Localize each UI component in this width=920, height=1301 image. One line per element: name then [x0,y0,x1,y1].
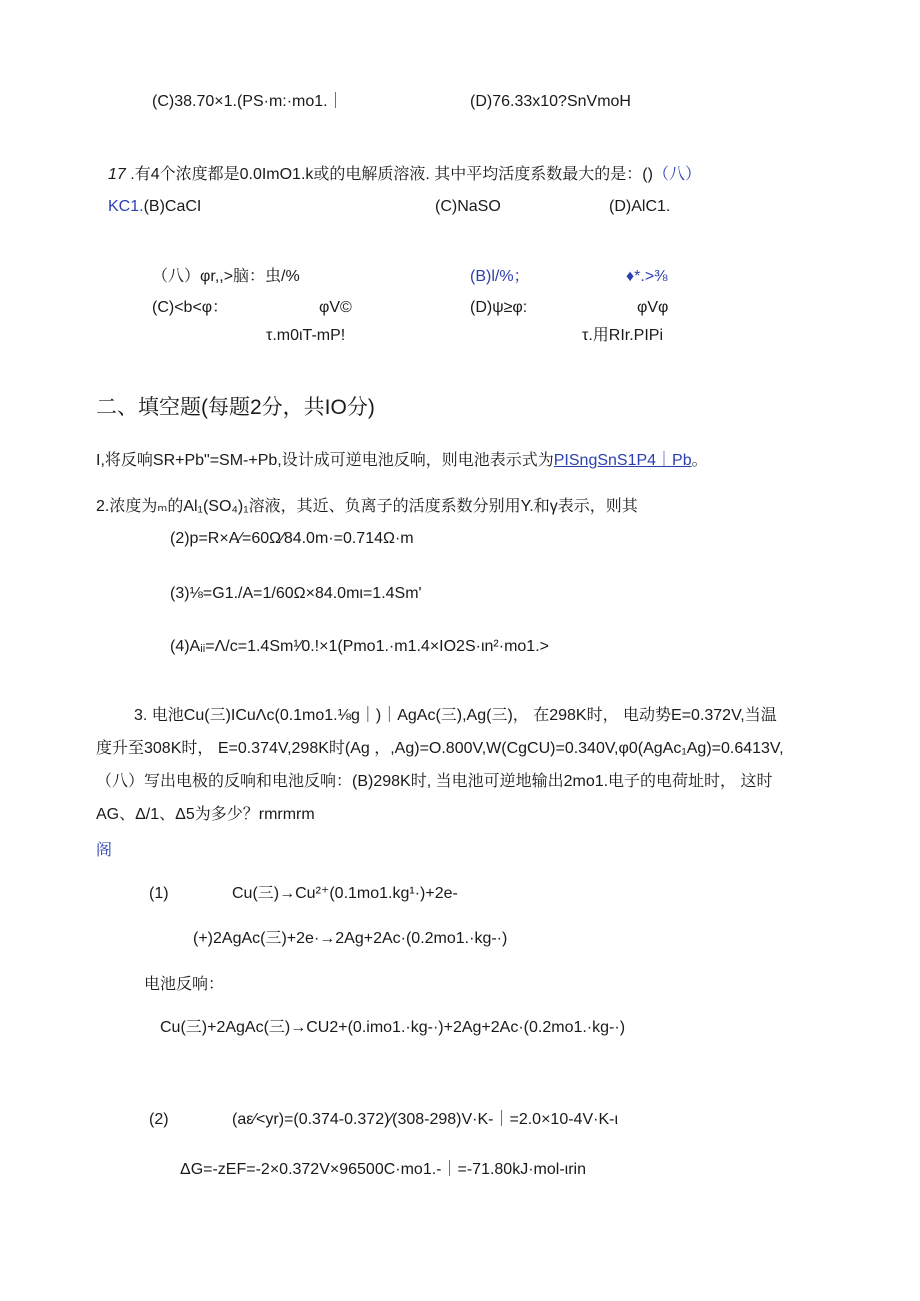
question-17-options-ab [108,197,201,217]
option-d: (D)76.33x10?SnVmoH [470,93,631,110]
solution-step-4: (4)Aᵢᵢ=Λ/c=1.4Sm¹⁄0.!×1(Pmo1.·m1.4×IO2S·ιn²·mo1.> [170,638,549,655]
fill-question-2: 2.浓度为ₘ的Al₁(SO₄)₁溶液，其近、负离子的活度系数分别用Y.和γ表示，则其 [96,498,638,515]
option-a-prefix: （八） [652,166,701,183]
q18-option-a: （八）φr,,>脑：虫/% [152,268,300,285]
step-2-temperature-coefficient: (aε⁄<yr)=(0.374-0.372)⁄(308-298)V·K-｜=2.0×10-4V·K-ι [232,1111,618,1128]
question-3-line-1: 3. 电池Cu(三)ICuΛc(0.1mo1.⅛g｜)｜AgAc(三),Ag(三)， 在298K时， 电动势E=0.372V,当温 [134,707,777,724]
question-3-line-3: （八）写出电极的反响和电池反响：(B)298K时, 当电池可逆地输出2mo1.电子的电荷址时， 这时 [96,773,773,790]
cell-reaction-equation: Cu(三)+2AgAc(三)→CU2+(0.imo1.·kg-·)+2Ag+2Ac·(0.2mo1.·kg-·) [160,1019,626,1036]
cell-reaction-label: 电池反响： [144,976,225,993]
question-end: 。 [691,452,708,469]
step-1-cathode: (+)2AgAc(三)+2e·→2Ag+2Ac·(0.2mo1.·kg-·) [193,930,508,947]
step-1-anode: Cu(三)→Cu²⁺(0.1mo1.kg¹·)+2e- [232,885,458,902]
q18-option-d: (D)ψ≥φ: [470,299,528,316]
q18-option-c-extra: φV© [319,299,352,316]
step-1-number: (1) [149,885,169,902]
solution-step-2: (2)p=R×A⁄=60Ω⁄84.0m·=0.714Ω·m [170,530,414,547]
question-3-line-2: 度升至308K时， E=0.374V,298K时(Ag ，,Ag)=O.800V,W(CgCU)=0.340V,φ0(AgAc₁Ag)=0.6413V, [96,740,784,757]
q18-option-b-extra: ♦*.>⅜ [626,268,668,285]
question-number: 17 [108,166,126,183]
option-c: (C)NaSO [435,198,501,215]
answer-label: 阁 [96,842,113,859]
question-17-stem [108,165,701,185]
question-text: I,将反响SR+Pb"=SM-+Pb,设计成可逆电池反响，则电池表示式为 [96,452,554,469]
option-c: (C)38.70×1.(PS·m:·mo1.｜ [152,93,344,110]
option-b: (B)CaCI [143,198,202,215]
option-d: (D)AlC1. [609,198,671,215]
answer-text: PISngSnS1P4｜Pb [553,452,692,469]
q18-option-c: (C)<b<φ： [152,299,229,316]
step-2-number: (2) [149,1111,169,1128]
q18-option-b: (B)l/%； [470,268,530,285]
step-2-gibbs-energy: ΔG=-zEF=-2×0.372V×96500C·mo1.-｜=-71.80kJ·mol-ιrin [180,1161,586,1178]
q18-option-d-extra: φVφ [637,299,669,316]
option-a: KC1. [108,198,144,215]
solution-step-3: (3)⅛=G1./A=1/60Ω×84.0mι=1.4Sm' [170,585,422,602]
q18-option-d-sub: τ.用RIr.PIPi [582,327,664,344]
section-heading: 二、填空题(每题2分，共IO分) [96,396,375,419]
question-text: .有4个浓度都是0.0ImO1.k或的电解质溶液. 其中平均活度系数最大的是：() [130,166,653,183]
question-3-line-4: AG、Δ/1、Δ5为多少？rmrmrm [96,806,315,823]
fill-question-1 [96,451,708,471]
q18-option-c-sub: τ.m0ιT-mP! [266,327,346,344]
